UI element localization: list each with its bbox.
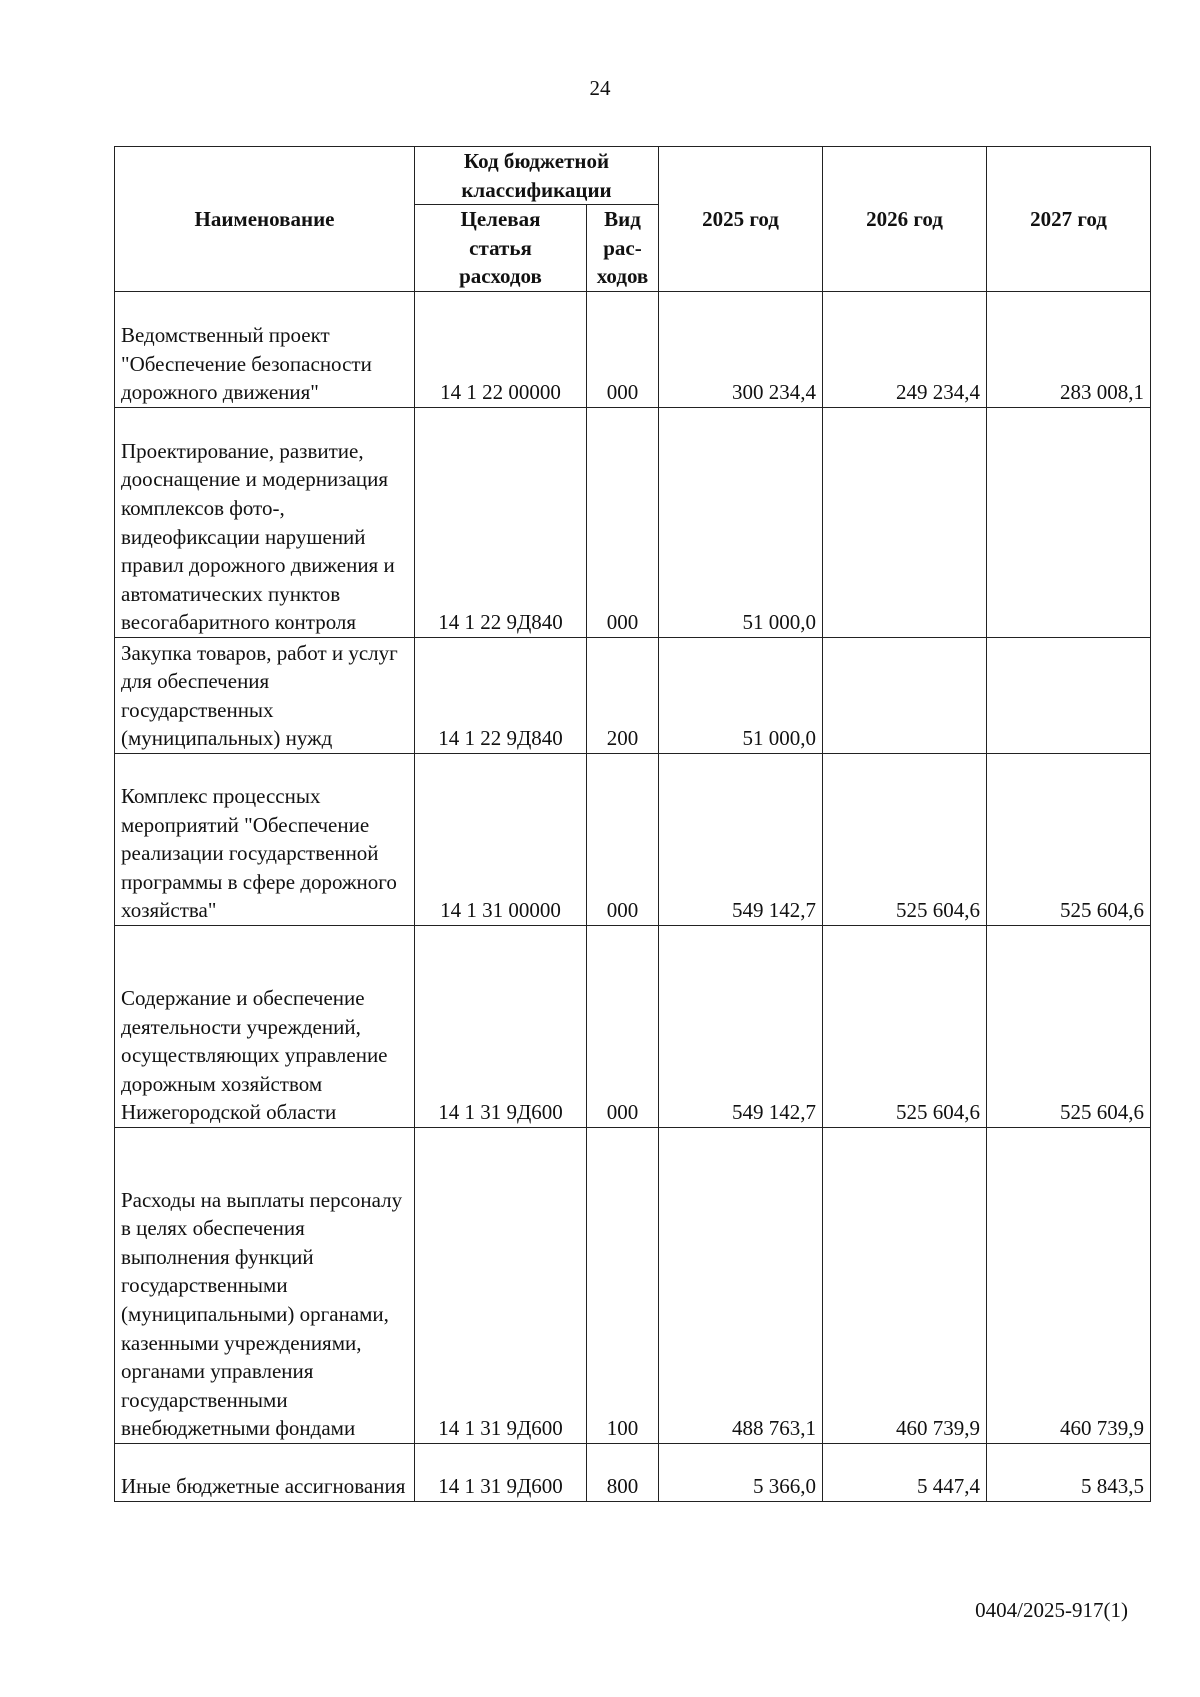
header-year-2026: 2026 год — [823, 147, 987, 292]
row-value-2025: 51 000,0 — [659, 637, 823, 753]
header-year-2027: 2027 год — [987, 147, 1151, 292]
row-target-article: 14 1 31 00000 — [415, 753, 587, 925]
row-name: Комплекс процессных мероприятий "Обеспечение реализации государственной программы в сфере дорожного хозяйства" — [115, 753, 415, 925]
header-year-2025: 2025 год — [659, 147, 823, 292]
table-row — [115, 407, 1151, 637]
row-value-2027: 525 604,6 — [987, 753, 1151, 925]
row-name: Проектирование, развитие, дооснащение и модернизация комплексов фото-, видеофиксации нарушений правил дорожного движения и автоматических пунктов весогабаритного контроля — [115, 407, 415, 637]
row-expense-kind: 100 — [587, 1127, 659, 1443]
row-value-2025: 549 142,7 — [659, 925, 823, 1127]
row-value-2027: 460 739,9 — [987, 1127, 1151, 1443]
row-expense-kind: 000 — [587, 753, 659, 925]
document-code: 0404/2025-917(1) — [975, 1598, 1128, 1622]
header-name: Наименование — [115, 147, 415, 292]
row-value-2026: 525 604,6 — [823, 925, 987, 1127]
row-value-2027 — [987, 637, 1151, 753]
row-value-2025: 549 142,7 — [659, 753, 823, 925]
table-row — [115, 753, 1151, 925]
row-value-2026 — [823, 407, 987, 637]
row-value-2026: 5 447,4 — [823, 1443, 987, 1501]
row-expense-kind: 000 — [587, 407, 659, 637]
row-value-2026: 249 234,4 — [823, 291, 987, 407]
row-value-2027: 283 008,1 — [987, 291, 1151, 407]
header-expense-kind: Вид рас-ходов — [587, 205, 659, 292]
row-target-article: 14 1 22 9Д840 — [415, 637, 587, 753]
table-row — [115, 1443, 1151, 1501]
row-name: Расходы на выплаты персоналу в целях обеспечения выполнения функций государственными (муниципальными) органами, казенными учреждениями, органами управления государственными внебюджетными фондами — [115, 1127, 415, 1443]
row-value-2027: 5 843,5 — [987, 1443, 1151, 1501]
header-budget-code: Код бюджетной классификации — [415, 147, 659, 205]
row-target-article: 14 1 22 9Д840 — [415, 407, 587, 637]
row-name: Закупка товаров, работ и услуг для обеспечения государственных (муниципальных) нужд — [115, 637, 415, 753]
row-expense-kind: 800 — [587, 1443, 659, 1501]
row-target-article: 14 1 31 9Д600 — [415, 925, 587, 1127]
row-target-article: 14 1 31 9Д600 — [415, 1127, 587, 1443]
row-target-article: 14 1 31 9Д600 — [415, 1443, 587, 1501]
row-expense-kind: 000 — [587, 925, 659, 1127]
row-name: Иные бюджетные ассигнования — [115, 1443, 415, 1501]
row-value-2025: 488 763,1 — [659, 1127, 823, 1443]
page-number: 24 — [589, 76, 611, 100]
budget-table — [114, 146, 1151, 1502]
table-row — [115, 925, 1151, 1127]
row-value-2025: 300 234,4 — [659, 291, 823, 407]
row-value-2026: 525 604,6 — [823, 753, 987, 925]
table-row — [115, 1127, 1151, 1443]
row-name: Ведомственный проект "Обеспечение безопасности дорожного движения" — [115, 291, 415, 407]
header-target-article: Целевая статья расходов — [415, 205, 587, 292]
row-name: Содержание и обеспечение деятельности учреждений, осуществляющих управление дорожным хозяйством Нижегородской области — [115, 925, 415, 1127]
row-expense-kind: 200 — [587, 637, 659, 753]
row-value-2025: 5 366,0 — [659, 1443, 823, 1501]
table-row — [115, 291, 1151, 407]
row-value-2025: 51 000,0 — [659, 407, 823, 637]
row-value-2027: 525 604,6 — [987, 925, 1151, 1127]
row-value-2026 — [823, 637, 987, 753]
row-value-2026: 460 739,9 — [823, 1127, 987, 1443]
row-expense-kind: 000 — [587, 291, 659, 407]
row-target-article: 14 1 22 00000 — [415, 291, 587, 407]
table-row — [115, 637, 1151, 753]
row-value-2027 — [987, 407, 1151, 637]
